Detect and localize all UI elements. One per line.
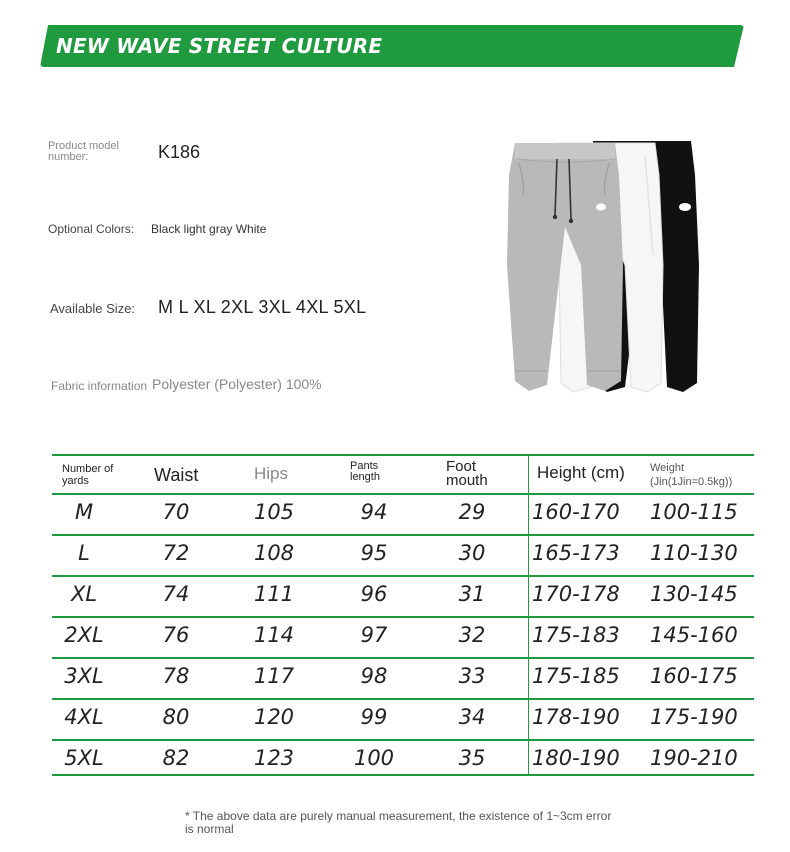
- height-cell: 170-178: [532, 582, 620, 606]
- available-size-value: M L XL 2XL 3XL 4XL 5XL: [158, 297, 367, 317]
- available-size-label: Available Size:: [50, 301, 136, 316]
- waist-cell: 76: [162, 623, 190, 647]
- size-cell: 2XL: [64, 623, 104, 647]
- waist-cell: 82: [162, 746, 190, 770]
- weight-cell: 160-175: [650, 664, 738, 688]
- header-height: Height (cm): [537, 463, 625, 482]
- header-number-of-yards: Number of yards: [62, 463, 114, 487]
- waist-cell: 80: [162, 705, 190, 729]
- height-cell: 180-190: [532, 746, 620, 770]
- header-weight: Weight (Jin(1Jin=0.5kg)): [650, 462, 733, 488]
- foot-mouth-cell: 30: [458, 541, 486, 565]
- foot-mouth-cell: 29: [458, 500, 486, 524]
- foot-mouth-cell: 33: [458, 664, 486, 688]
- pants-length-cell: 100: [353, 746, 395, 770]
- optional-colors-value: Black light gray White: [151, 222, 267, 236]
- height-cell: 178-190: [532, 705, 620, 729]
- size-cell: 5XL: [64, 746, 104, 770]
- product-model-label: Product model number:: [48, 140, 119, 163]
- foot-mouth-cell: 34: [458, 705, 486, 729]
- header-foot-mouth: Foot mouth: [446, 458, 488, 489]
- table-row: [52, 659, 754, 700]
- header-pants-length: Pants length: [350, 460, 380, 483]
- table-row: [52, 741, 754, 782]
- size-chart-table: [52, 454, 754, 776]
- size-cell: M: [74, 500, 94, 524]
- waist-cell: 72: [162, 541, 190, 565]
- table-row: [52, 495, 754, 536]
- table-row: [52, 536, 754, 577]
- hips-cell: 105: [253, 500, 295, 524]
- header-waist: Waist: [154, 465, 199, 485]
- optional-colors-label: Optional Colors:: [48, 222, 135, 236]
- product-model-value: K186: [158, 142, 201, 162]
- pants-length-cell: 94: [360, 500, 388, 524]
- weight-cell: 110-130: [650, 541, 738, 565]
- hips-cell: 111: [253, 582, 295, 606]
- foot-mouth-cell: 35: [458, 746, 486, 770]
- pants-length-cell: 96: [360, 582, 388, 606]
- hips-cell: 123: [253, 746, 295, 770]
- weight-cell: 100-115: [650, 500, 738, 524]
- weight-cell: 130-145: [650, 582, 738, 606]
- waist-cell: 70: [162, 500, 190, 524]
- hips-cell: 117: [253, 664, 295, 688]
- table-row: [52, 618, 754, 659]
- waist-cell: 78: [162, 664, 190, 688]
- size-cell: L: [78, 541, 90, 565]
- waist-cell: 74: [162, 582, 190, 606]
- table-row: [52, 577, 754, 618]
- weight-cell: 190-210: [650, 746, 738, 770]
- height-cell: 165-173: [532, 541, 620, 565]
- pants-length-cell: 99: [360, 705, 388, 729]
- fabric-label: Fabric information: [51, 379, 148, 393]
- product-image: [495, 135, 705, 400]
- height-cell: 160-170: [532, 500, 620, 524]
- table-row: [52, 700, 754, 741]
- header-hips: Hips: [254, 464, 289, 483]
- hips-cell: 114: [253, 623, 295, 647]
- height-cell: 175-185: [532, 664, 620, 688]
- height-cell: 175-183: [532, 623, 620, 647]
- fabric-value: Polyester (Polyester) 100%: [152, 376, 322, 392]
- foot-mouth-cell: 31: [458, 582, 486, 606]
- size-cell: XL: [70, 582, 98, 606]
- weight-cell: 175-190: [650, 705, 738, 729]
- weight-cell: 145-160: [650, 623, 738, 647]
- size-cell: 4XL: [64, 705, 104, 729]
- hips-cell: 108: [253, 541, 295, 565]
- foot-mouth-cell: 32: [458, 623, 486, 647]
- size-cell: 3XL: [64, 664, 104, 688]
- hips-cell: 120: [253, 705, 295, 729]
- pants-length-cell: 95: [360, 541, 388, 565]
- banner-title: NEW WAVE STREET CULTURE: [56, 34, 383, 58]
- pants-length-cell: 98: [360, 664, 388, 688]
- pants-length-cell: 97: [360, 623, 388, 647]
- measurement-note: * The above data are purely manual measurement, the existence of 1~3cm error is normal: [185, 809, 612, 836]
